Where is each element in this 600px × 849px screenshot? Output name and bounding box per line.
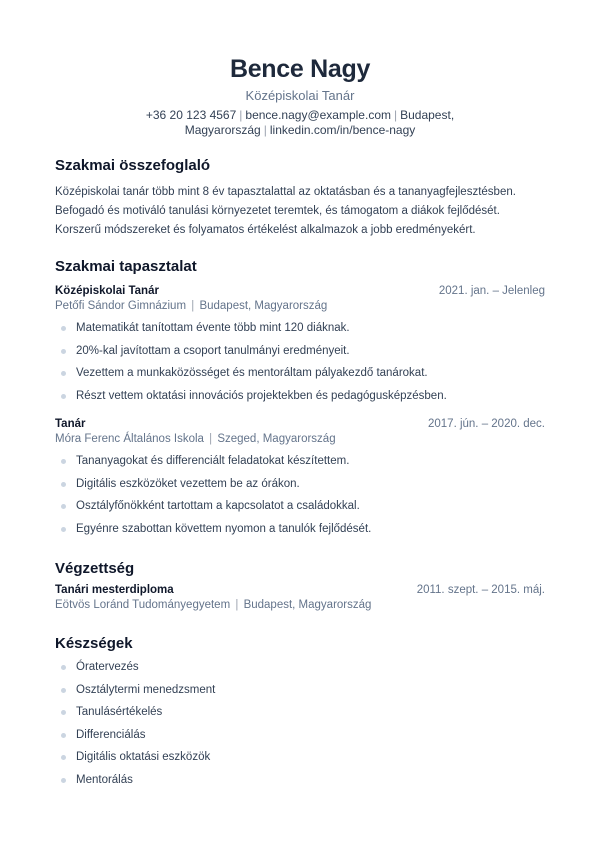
school-location: Budapest, Magyarország [243,599,372,611]
job-bullets [55,450,545,540]
skill-item: Tanulásértékelés [60,701,545,724]
experience-entry [55,284,545,407]
education-heading: Végzettség [55,560,135,577]
job-bullets [55,317,545,407]
skill-item: Osztálytermi menedzsment [60,679,545,702]
contact-linkedin[interactable]: linkedin.com/in/bence-nagy [269,123,416,137]
experience-entry [55,417,545,540]
summary-line: Befogadó és motiváló tanulási környezetet teremtek, és támogatom a diákok fejlődését. [55,205,500,217]
school-name: Eötvös Loránd Tudományegyetem [55,599,231,611]
employer-name: Móra Ferenc Általános Iskola [55,433,204,445]
contact-info [95,108,505,138]
skill-item: Digitális oktatási eszközök [60,746,545,769]
skill-item: Mentorálás [60,769,545,792]
job-title: Tanár [55,418,86,430]
contact-separator: | [263,123,267,137]
entry-header [55,583,545,598]
job-title: Középiskolai Tanár [55,285,159,297]
contact-separator: | [393,108,398,122]
employer-location: Budapest, Magyarország [199,300,328,312]
skill-item: Óratervezés [60,656,545,679]
employer-name: Petőfi Sándor Gimnázium [55,300,187,312]
entry-header [55,284,545,299]
candidate-name: Bence Nagy [229,55,371,83]
contact-separator: | [239,108,243,122]
employer-separator: | [188,300,198,312]
education-entry [55,583,545,613]
candidate-title: Középiskolai Tanár [245,88,355,103]
bullet-item: Tananyagokat és differenciált feladatokat készítettem. [60,450,545,473]
skills-section [55,635,545,791]
education-section [55,560,545,613]
education-dates: 2011. szept. – 2015. máj. [416,584,545,596]
job-dates: 2021. jan. – Jelenleg [438,285,545,297]
skills-heading: Készségek [55,635,133,652]
school-separator: | [232,599,242,611]
experience-heading: Szakmai tapasztalat [55,258,197,275]
bullet-item: Vezettem a munkaközösséget és mentoráltam pályakezdő tanárokat. [60,362,545,385]
resume-header [55,0,545,138]
skill-item: Differenciálás [60,724,545,747]
bullet-item: Részt vettem oktatási innovációs projektekben és pedagógusképzésben. [60,385,545,408]
contact-phone: +36 20 123 4567 [145,108,237,122]
bullet-item: Digitális eszközöket vezettem be az órákon. [60,473,545,496]
bullet-item: Matematikát tanítottam évente több mint 120 diáknak. [60,317,545,340]
contact-location: Budapest, Magyarország [184,108,455,137]
degree-title: Tanári mesterdiploma [55,584,174,596]
bullet-item: Osztályfőnökként tartottam a kapcsolatot a családokkal. [60,495,545,518]
summary-line: Középiskolai tanár több mint 8 év tapasztalattal az oktatásban és a tananyagfejlesztésben. [55,186,516,198]
summary-text [55,183,545,240]
contact-email[interactable]: bence.nagy@example.com [245,108,391,122]
job-dates: 2017. jún. – 2020. dec. [427,418,545,430]
job-employer [55,432,545,447]
summary-heading: Szakmai összefoglaló [55,157,211,174]
bullet-item: 20%-kal javítottam a csoport tanulmányi eredményeit. [60,340,545,363]
bullet-item: Egyénre szabottan követtem nyomon a tanulók fejlődését. [60,518,545,541]
skills-list [55,656,545,791]
entry-header [55,417,545,432]
employer-separator: | [205,433,216,445]
summary-line: Korszerű módszereket és folyamatos értékelést alkalmazok a jobb eredményekért. [55,224,476,236]
job-employer [55,299,545,314]
experience-section [55,258,545,540]
employer-location: Szeged, Magyarország [217,433,336,445]
education-school [55,598,545,613]
summary-section [55,157,545,240]
